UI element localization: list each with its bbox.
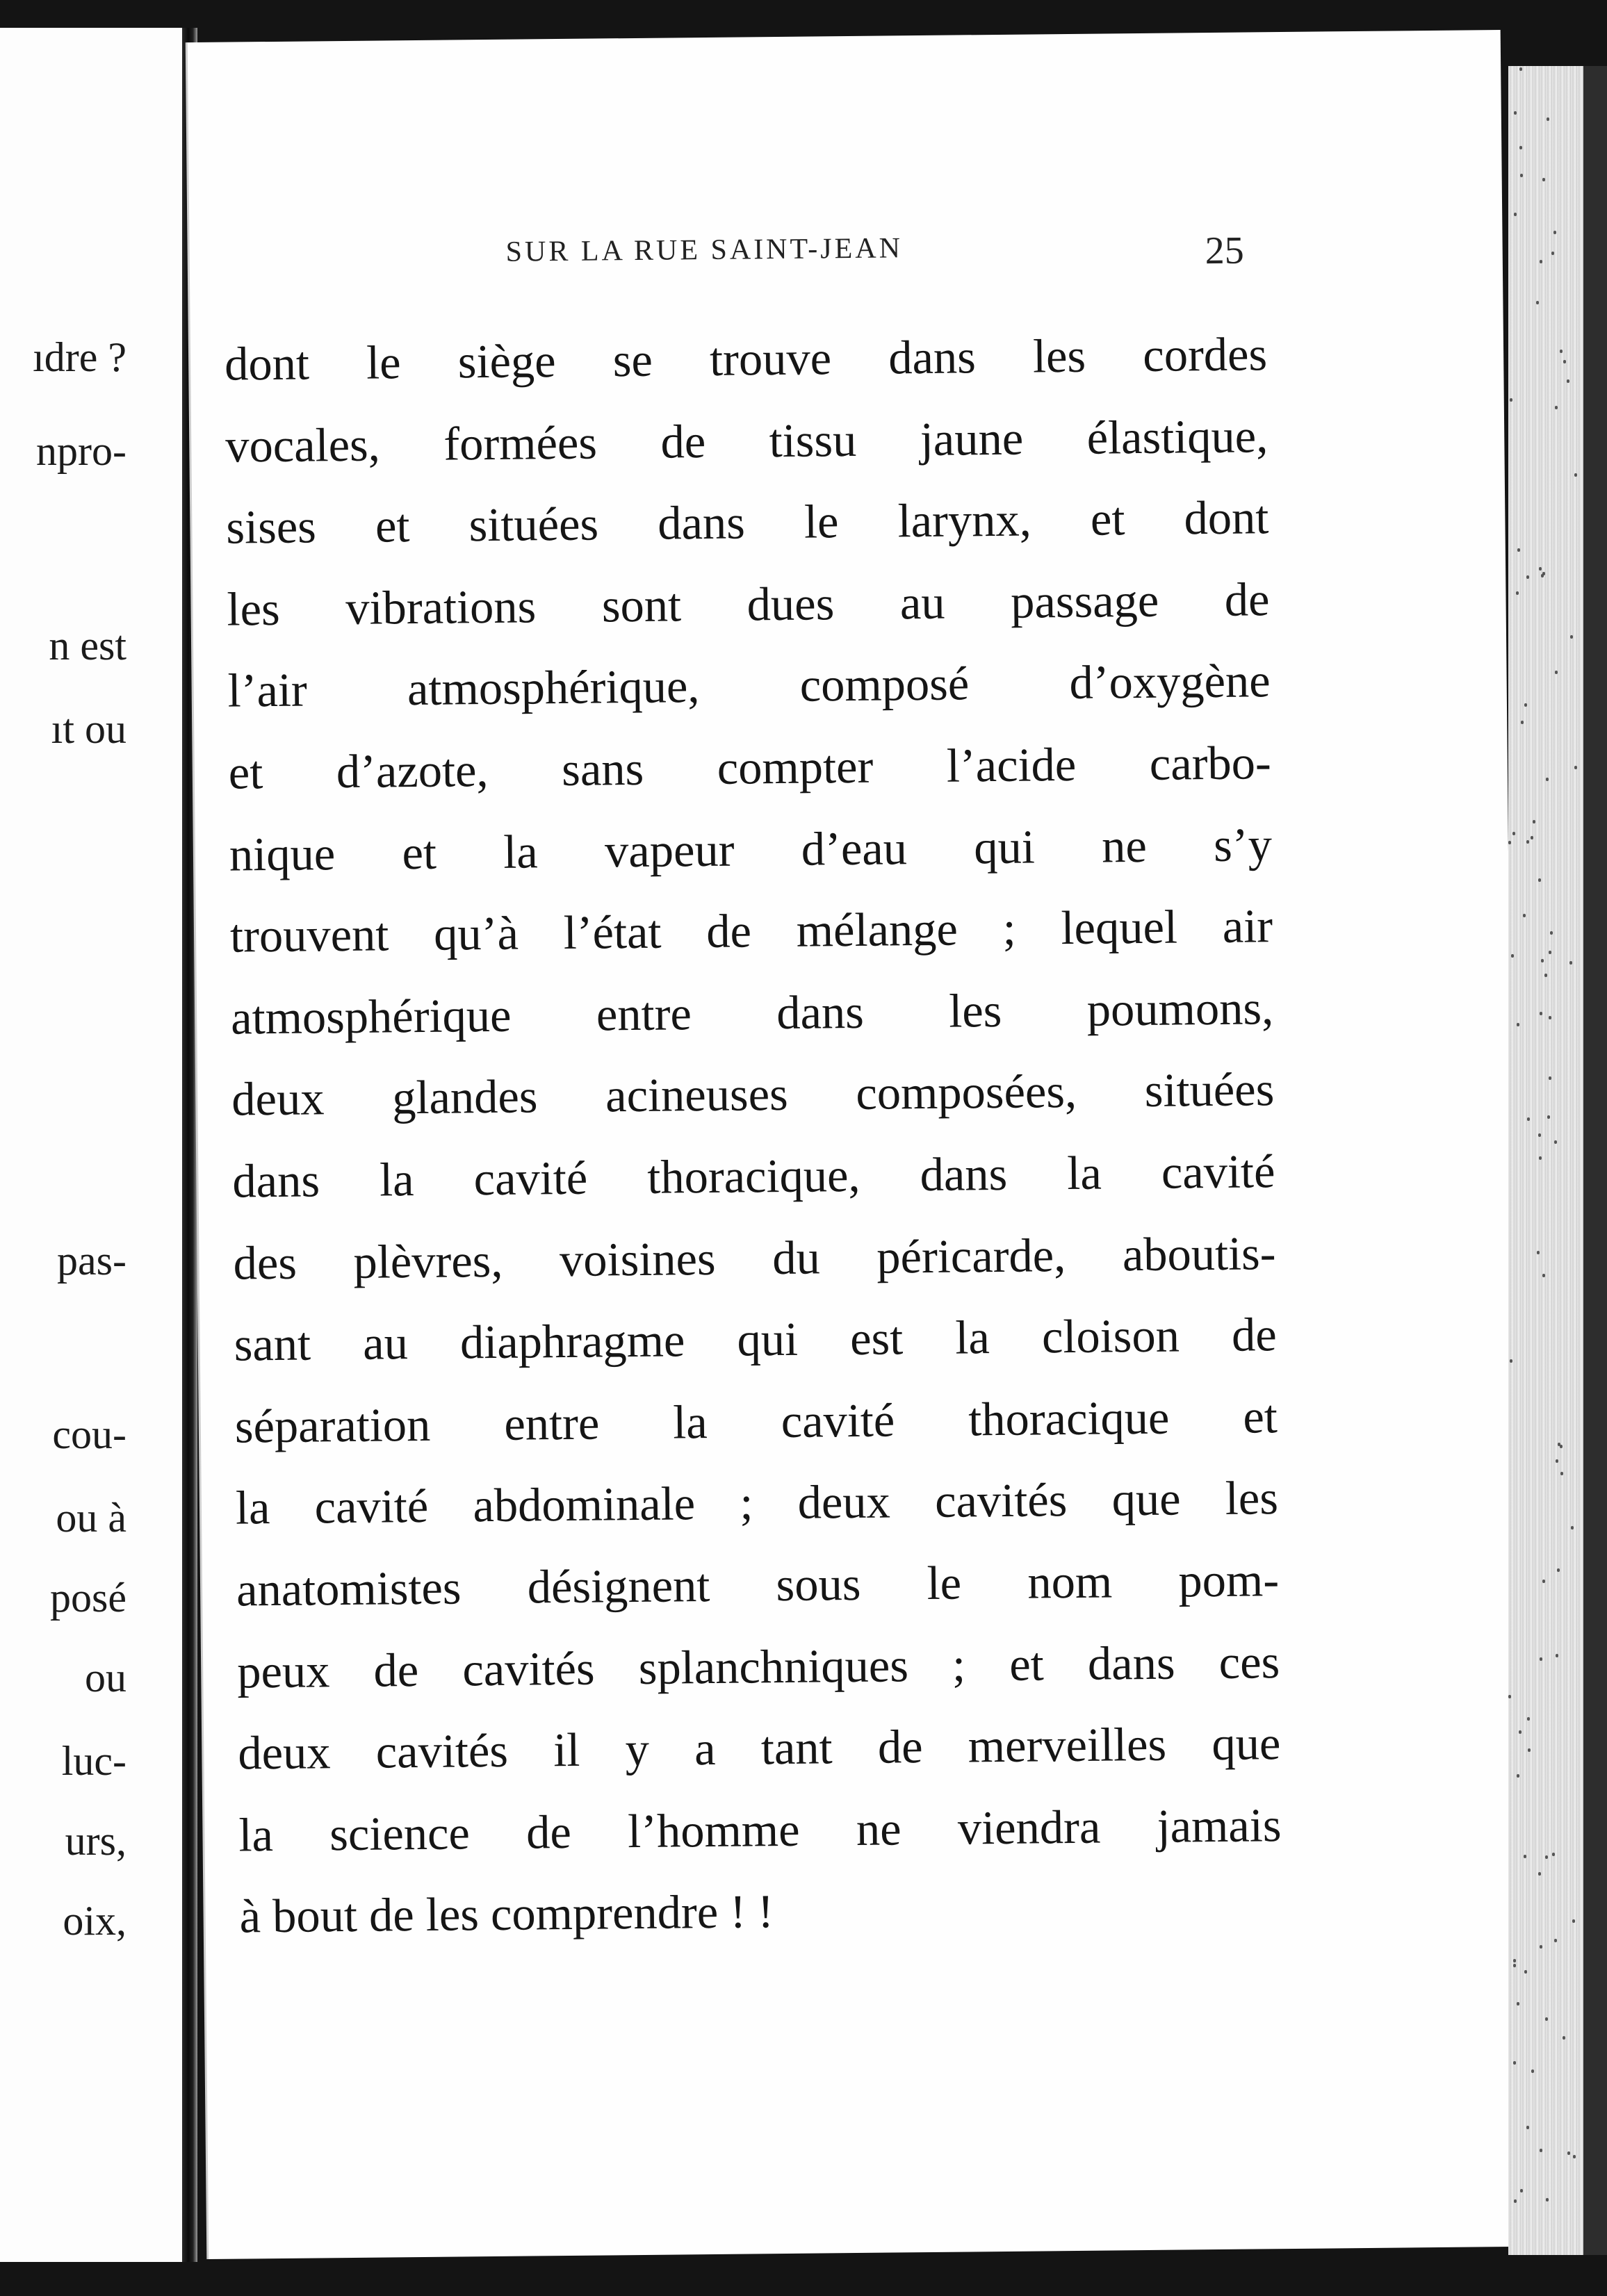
paper-speck xyxy=(1542,1274,1545,1277)
paper-speck xyxy=(1514,213,1517,216)
text-line: des plèvres, voisines du péricarde, aboutis- xyxy=(233,1226,1276,1290)
paper-speck xyxy=(1544,974,1547,977)
paper-speck xyxy=(1540,1012,1542,1015)
facing-page-line-ending: urs, xyxy=(65,1818,127,1864)
paper-speck xyxy=(1560,350,1563,353)
paper-speck xyxy=(1557,1568,1560,1572)
text-line: vocales, formées de tissu jaune élastique, xyxy=(225,409,1269,473)
paper-speck xyxy=(1528,1748,1531,1752)
paper-speck xyxy=(1554,1140,1557,1144)
facing-page-line-ending: posé xyxy=(50,1575,127,1621)
body-text xyxy=(225,313,1283,1958)
paper-speck xyxy=(1553,231,1556,234)
paper-speck xyxy=(1546,2198,1549,2201)
paper-speck xyxy=(1554,1939,1557,1942)
paper-speck xyxy=(1555,671,1558,674)
paper-speck xyxy=(1542,1580,1545,1583)
paper-speck xyxy=(1556,1654,1558,1657)
paper-speck xyxy=(1555,406,1558,409)
paper-speck xyxy=(1508,1695,1511,1698)
paper-speck xyxy=(1531,836,1533,839)
facing-page-line-ending: luc- xyxy=(61,1738,127,1784)
paper-speck xyxy=(1540,2149,1542,2152)
paper-speck xyxy=(1538,1872,1541,1876)
paper-speck xyxy=(1526,575,1529,579)
paper-speck xyxy=(1517,548,1520,552)
paper-speck xyxy=(1527,1117,1530,1121)
paper-speck xyxy=(1573,2155,1576,2158)
paper-speck xyxy=(1517,1774,1519,1778)
paper-speck xyxy=(1536,301,1539,304)
paper-speck xyxy=(1510,398,1512,402)
paper-speck xyxy=(1514,111,1517,115)
paper-speck xyxy=(1523,914,1526,917)
page-number: 25 xyxy=(1205,229,1244,273)
paper-speck xyxy=(1545,2017,1548,2021)
text-line: et d’azote, sans compter l’acide carbo- xyxy=(228,736,1272,799)
paper-speck xyxy=(1541,959,1544,962)
facing-page-line-ending: npro- xyxy=(36,428,127,474)
paper-speck xyxy=(1547,117,1549,121)
paper-speck xyxy=(1510,1359,1512,1363)
paper-speck xyxy=(1563,2036,1565,2040)
facing-page-line-ending: cou- xyxy=(52,1411,127,1457)
text-line: l’air atmosphérique, composé d’oxygène xyxy=(227,654,1271,717)
text-line: sant au diaphragme qui est la cloison de xyxy=(234,1308,1278,1371)
facing-page-line-ending: ou à xyxy=(56,1495,127,1541)
paper-speck xyxy=(1570,635,1573,639)
paper-speck xyxy=(1546,778,1549,781)
text-line: les vibrations sont dues au passage de xyxy=(227,573,1270,636)
paper-speck xyxy=(1514,2199,1517,2203)
book-page xyxy=(187,30,1522,2259)
paper-speck xyxy=(1524,703,1527,707)
paper-speck xyxy=(1558,1443,1560,1446)
paper-speck xyxy=(1547,1115,1550,1119)
paper-speck xyxy=(1527,1717,1530,1721)
text-line: deux cavités il y a tant de merveilles que xyxy=(237,1716,1281,1780)
paper-speck xyxy=(1520,2189,1523,2192)
facing-page-fragment xyxy=(0,28,186,2262)
paper-speck xyxy=(1519,146,1522,149)
paper-speck xyxy=(1519,67,1522,71)
paper-speck xyxy=(1513,2061,1516,2065)
paper-speck xyxy=(1524,1970,1527,1974)
text-line: la science de l’homme ne viendra jamais xyxy=(238,1798,1282,1862)
paper-speck xyxy=(1508,841,1511,844)
paper-speck xyxy=(1517,1023,1519,1026)
paper-speck xyxy=(1540,1945,1542,1949)
paper-speck xyxy=(1549,1076,1551,1080)
paper-speck xyxy=(1549,1016,1551,1019)
paper-speck xyxy=(1551,252,1554,255)
paper-speck xyxy=(1519,1730,1522,1734)
book-cover-edge xyxy=(1583,66,1607,2255)
text-line-final: à bout de les comprendre ! ! xyxy=(239,1885,774,1943)
paper-speck xyxy=(1540,1657,1542,1661)
text-line: séparation entre la cavité thoracique et xyxy=(234,1389,1278,1453)
facing-page-line-ending: ou xyxy=(85,1655,127,1700)
paper-speck xyxy=(1513,1959,1516,1962)
text-line: sises et situées dans le larynx, et dont xyxy=(226,491,1269,554)
paper-speck xyxy=(1569,961,1572,965)
paper-speck xyxy=(1517,2002,1519,2006)
paper-speck xyxy=(1541,574,1544,577)
text-line: dont le siège se trouve dans les cordes xyxy=(224,327,1268,391)
paper-speck xyxy=(1526,2126,1529,2129)
paper-speck xyxy=(1537,1251,1540,1254)
facing-page-line-ending: ıdre ? xyxy=(33,334,127,380)
paper-speck xyxy=(1567,379,1569,383)
paper-speck xyxy=(1520,174,1523,177)
paper-speck xyxy=(1550,931,1553,935)
paper-speck xyxy=(1560,1472,1563,1475)
facing-page-line-ending: ıt ou xyxy=(51,706,127,752)
paper-speck xyxy=(1538,878,1541,882)
paper-speck xyxy=(1556,1459,1558,1463)
facing-page-line-ending: pas- xyxy=(57,1238,127,1284)
text-line: nique et la vapeur d’eau qui ne s’y xyxy=(229,817,1273,881)
facing-page-line-ending: oix, xyxy=(63,1898,127,1944)
text-line: atmosphérique entre dans les poumons, xyxy=(230,981,1274,1044)
paper-speck xyxy=(1545,1855,1548,1859)
paper-speck xyxy=(1511,954,1514,958)
paper-speck xyxy=(1563,360,1566,363)
paper-speck xyxy=(1539,1156,1542,1160)
paper-speck xyxy=(1574,766,1577,769)
paper-speck xyxy=(1533,820,1535,823)
paper-speck xyxy=(1531,2069,1534,2073)
running-head: SUR LA RUE SAINT-JEAN xyxy=(505,232,904,268)
paper-speck xyxy=(1552,1853,1555,1856)
paper-speck xyxy=(1526,840,1529,844)
paper-speck xyxy=(1524,1855,1526,1858)
text-line: la cavité abdominale ; deux cavités que les xyxy=(235,1471,1279,1534)
paper-speck xyxy=(1538,1133,1541,1137)
text-line: trouvent qu’à l’état de mélange ; lequel air xyxy=(229,899,1273,962)
paper-speck xyxy=(1513,1964,1516,1967)
paper-speck xyxy=(1571,1526,1574,1530)
paper-speck xyxy=(1521,721,1524,724)
paper-speck xyxy=(1512,832,1515,835)
paper-speck xyxy=(1516,591,1519,595)
paper-speck xyxy=(1567,2151,1570,2155)
text-line: dans la cavité thoracique, dans la cavité xyxy=(232,1145,1275,1208)
paper-speck xyxy=(1542,178,1545,181)
paper-speck xyxy=(1539,567,1542,571)
text-line: anatomistes désignent sous le nom pom- xyxy=(236,1553,1280,1616)
paper-speck xyxy=(1572,1919,1575,1923)
paper-speck xyxy=(1540,260,1542,263)
text-line: deux glandes acineuses composées, situées xyxy=(231,1063,1275,1126)
paper-speck xyxy=(1574,473,1577,477)
text-line: peux de cavités splanchniques ; et dans ces xyxy=(236,1634,1280,1698)
paper-speck xyxy=(1549,951,1551,954)
facing-page-line-ending: n est xyxy=(49,623,127,669)
